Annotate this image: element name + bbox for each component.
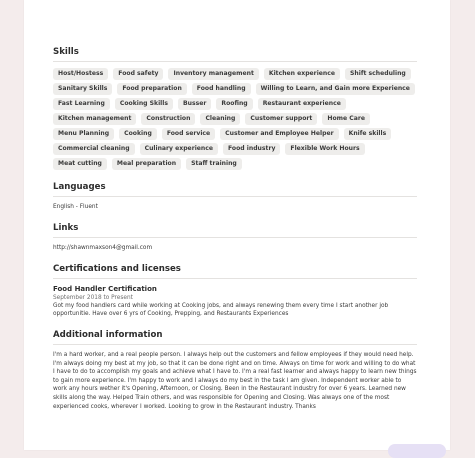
skill-chip: Food service [162, 128, 215, 140]
skill-chip: Willing to Learn, and Gain more Experience [256, 83, 415, 95]
languages-heading: Languages [53, 182, 417, 197]
languages-section [53, 182, 417, 211]
skill-chip: Sanitary Skills [53, 83, 112, 95]
skill-chip: Kitchen experience [264, 68, 340, 80]
skill-chip: Cooking Skills [115, 98, 173, 110]
skill-chip: Food safety [113, 68, 163, 80]
certification-date: September 2018 to Present [53, 295, 133, 301]
link-item[interactable]: http://shawnmaxson4@gmail.com [53, 245, 153, 251]
links-section [53, 223, 417, 252]
skill-chip: Menu Planning [53, 128, 114, 140]
additional-text: I'm a hard worker, and a real people person. I always help out the customers and fellow employees if they would need help. I'm always doing my best at my job, so that it can be done right and on time. Always on time for work and willing to do what I have to do to accomplish my goals and achieve what I have to. I'm a real fast learner and always happy to learn new things to gain more experience. I'm happy to work and I always do my best in the task I am given. Independent worker able to work any hours wether it's Opening, Afternoon, or Closing. Been in the Restaurant industry for over 6 years. Learned new skills along the way. Helped Train others, and was responsible for Opening and Closing. Was always one of the most experienced cooks, wherever I worked. Looking to grow in the Restaurant industry. Thanks [53, 352, 417, 410]
certifications-heading: Certifications and licenses [53, 264, 417, 279]
skill-chip: Commercial cleaning [53, 143, 135, 155]
additional-heading: Additional information [53, 330, 417, 345]
skill-chip: Food preparation [117, 83, 186, 95]
skill-chip: Home Care [322, 113, 370, 125]
skill-chip: Shift scheduling [345, 68, 411, 80]
additional-section [53, 330, 417, 411]
skill-chip: Staff training [186, 158, 242, 170]
certification-name: Food Handler Certification [53, 285, 157, 293]
skills-heading: Skills [53, 47, 417, 62]
certification-description: Got my food handlers card while working at Cooking jobs, and always renewing them every time I start another job opportunitie. Have over 6 yrs of Cooking, Prepping, and Restaurants Experiences [53, 303, 389, 317]
skills-section [53, 47, 417, 170]
skill-chip: Food handling [192, 83, 251, 95]
skill-chip: Construction [141, 113, 195, 125]
skill-chip: Customer support [245, 113, 317, 125]
links-heading: Links [53, 223, 417, 238]
skill-chip: Inventory management [168, 68, 258, 80]
certifications-section [53, 264, 417, 318]
skill-chip: Knife skills [344, 128, 392, 140]
skill-chip: Kitchen management [53, 113, 136, 125]
skill-chip: Flexible Work Hours [285, 143, 364, 155]
language-item: English - Fluent [53, 204, 98, 210]
skill-chip: Fast Learning [53, 98, 110, 110]
skill-chip: Meal preparation [112, 158, 181, 170]
skill-chip: Cleaning [200, 113, 240, 125]
skill-chip: Culinary experience [140, 143, 218, 155]
skill-chip: Food industry [223, 143, 280, 155]
skill-chip: Host/Hostess [53, 68, 108, 80]
resume-content [53, 47, 417, 423]
skill-chip: Cooking [119, 128, 157, 140]
skill-chip: Restaurant experience [258, 98, 346, 110]
skill-chip: Busser [178, 98, 211, 110]
skills-list [53, 68, 417, 170]
floating-action-button[interactable] [388, 444, 446, 458]
skill-chip: Customer and Employee Helper [220, 128, 338, 140]
resume-sheet [24, 0, 450, 450]
skill-chip: Meat cutting [53, 158, 107, 170]
skill-chip: Roofing [216, 98, 252, 110]
